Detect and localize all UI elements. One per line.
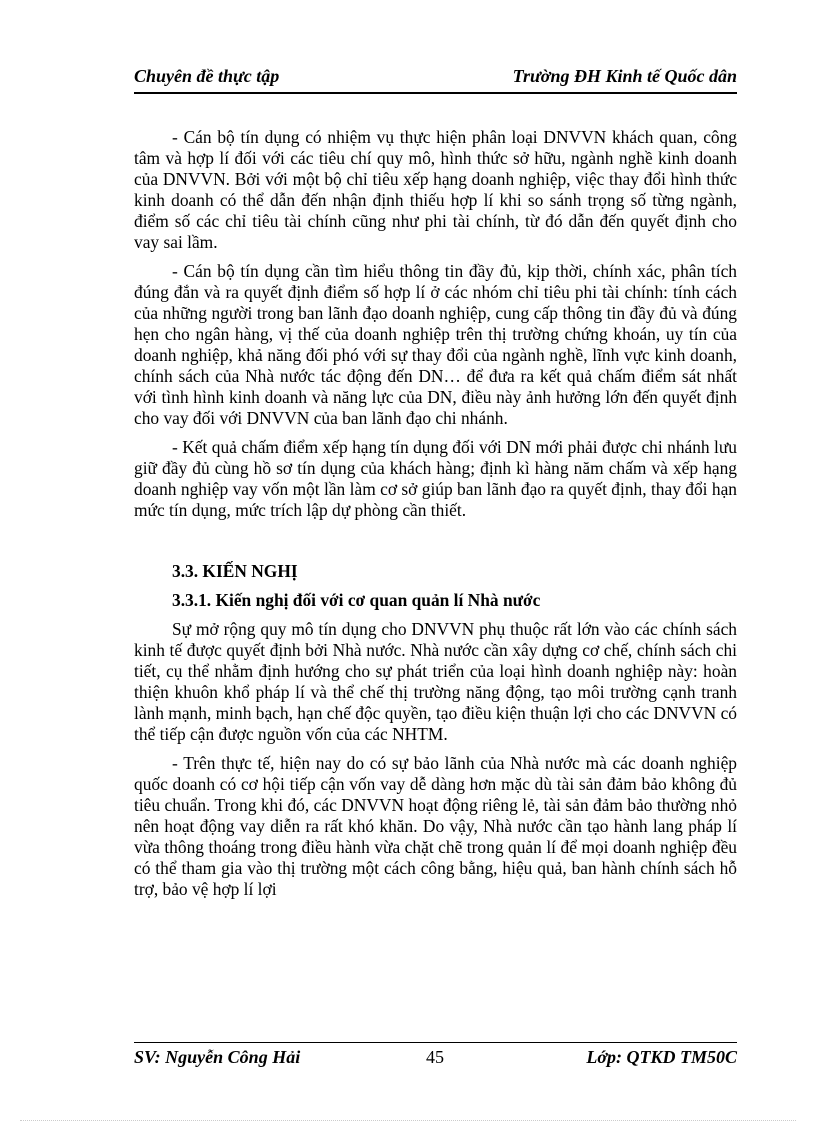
footer-student-name: SV: Nguyễn Công Hải (134, 1047, 301, 1067)
paragraph: - Cán bộ tín dụng có nhiệm vụ thực hiện phân loại DNVVN khách quan, công tâm và hợp lí đối với các tiêu chí quy mô, hình thức sở hữu, ngành nghề kinh doanh của DNVVN. Bởi với một bộ chỉ tiêu xếp hạng doanh nghiệp, việc thay đổi hình thức kinh doanh có thể dẫn đến nhận định thiếu hợp lí khi so sánh trọng số từng ngành, điểm số các chỉ tiêu tài chính cũng như phi tài chính, từ đó dẫn đến quyết định cho vay sai lầm. (134, 127, 737, 252)
page-number: 45 (426, 1047, 444, 1067)
header-title-left: Chuyên đề thực tập (134, 66, 280, 86)
paragraph: Sự mở rộng quy mô tín dụng cho DNVVN phụ thuộc rất lớn vào các chính sách kinh tế được quyết định bởi Nhà nước. Nhà nước cần xây dựng cơ chế, chính sách chi tiết, cụ thể nhằm định hướng cho sự phát triển của loại hình doanh nghiệp này: hoàn thiện khuôn khổ pháp lí và thể chế thị trường năng động, tạo môi trường cạnh tranh lành mạnh, minh bạch, hạn chế độc quyền, tạo điều kiện thuận lợi cho các DNVVN có thể tiếp cận được nguồn vốn của các NHTM. (134, 619, 737, 744)
footer-class: Lớp: QTKD TM50C (586, 1047, 737, 1067)
page-edge-divider (20, 1120, 796, 1121)
page-header (134, 62, 737, 94)
paragraph: - Trên thực tế, hiện nay do có sự bảo lãnh của Nhà nước mà các doanh nghiệp quốc doanh có cơ hội tiếp cận vốn vay dễ dàng hơn mặc dù tài sản đảm bảo không đủ tiêu chuẩn. Trong khi đó, các DNVVN hoạt động riêng lẻ, tài sản đảm bảo thường nhỏ nên hoạt động vay diễn ra rất khó khăn. Do vậy, Nhà nước cần tạo hành lang pháp lí vừa thông thoáng trong điều hành vừa chặt chẽ trong quản lí để mọi doanh nghiệp đều có thể tham gia vào thị trường một cách công bằng, hiệu quả, ban hành chính sách hỗ trợ, bảo vệ hợp lí lợi (134, 753, 737, 899)
document-body (134, 127, 737, 908)
paragraph: - Cán bộ tín dụng cần tìm hiểu thông tin đầy đủ, kịp thời, chính xác, phân tích đúng đắn và ra quyết định điểm số hợp lí ở các nhóm chỉ tiêu phi tài chính: tính cách của những người trong ban lãnh đạo doanh nghiệp, cung cấp thông tin đầy đủ và đúng hẹn cho ngân hàng, vị thế của doanh nghiệp trên thị trường chứng khoán, uy tín của doanh nghiệp, khả năng đối phó với sự thay đổi của ngành nghề, lĩnh vực kinh doanh, chính sách của Nhà nước tác động đến DN… để đưa ra kết quả chấm điểm sát nhất với tình hình kinh doanh và năng lực của DN, điều này ảnh hưởng lớn đến quyết định cho vay đối với DNVVN của ban lãnh đạo chi nhánh. (134, 261, 737, 428)
header-title-right: Trường ĐH Kinh tế Quốc dân (512, 66, 737, 86)
subsection-heading: 3.3.1. Kiến nghị đối với cơ quan quản lí Nhà nước (172, 590, 541, 610)
paragraph: - Kết quả chấm điểm xếp hạng tín dụng đối với DN mới phải được chi nhánh lưu giữ đầy đủ cùng hồ sơ tín dụng của khách hàng; định kì hàng năm chấm và xếp hạng doanh nghiệp vay vốn một lần làm cơ sở giúp ban lãnh đạo ra quyết định, thay đổi hạn mức tín dụng, mức trích lập dự phòng cần thiết. (134, 437, 737, 520)
section-heading: 3.3. KIẾN NGHỊ (172, 561, 298, 581)
page-footer (134, 1042, 737, 1073)
